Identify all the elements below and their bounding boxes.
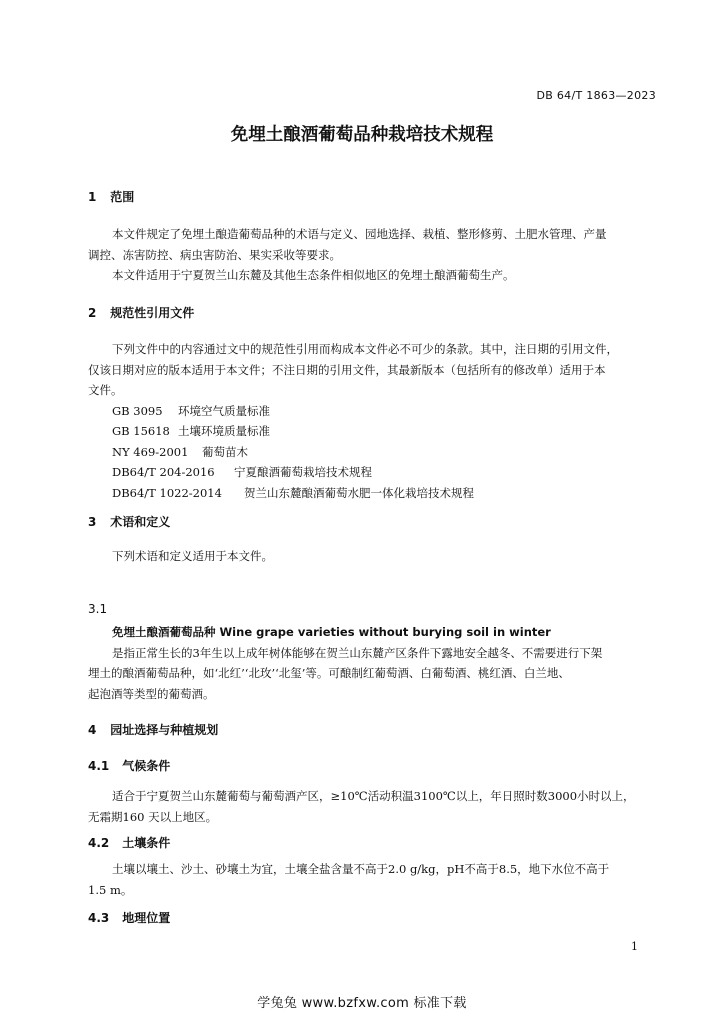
section-2-body — [88, 339, 658, 503]
paragraph-line: 土壤以壤土、沙土、砂壤土为宜，土壤全盐含量不高于2.0 g/kg，pH不高于8.5，地下水位不高于 — [112, 862, 610, 876]
paragraph-line: 埋土的酿酒葡萄品种，如‘北红’‘北玫’‘北玺’等。可酿制红葡萄酒、白葡萄酒、桃红酒、白兰地、 — [88, 666, 570, 680]
reference-item — [88, 483, 658, 504]
standard-code: DB 64/T 1863—2023 — [536, 89, 656, 102]
section-title: 术语和定义 — [110, 515, 171, 529]
paragraph-line: 下列文件中的内容通过文中的规范性引用而构成本文件必不可少的条款。其中，注日期的引用文件， — [112, 342, 618, 356]
reference-name: 土壤环境质量标准 — [178, 424, 270, 438]
section-4-3-heading — [88, 909, 170, 926]
paragraph-line: 无霜期160 天以上地区。 — [88, 809, 218, 824]
section-4-heading — [88, 721, 218, 738]
page-number: 1 — [631, 940, 638, 953]
paragraph-line: 仅该日期对应的版本适用于本文件；不注日期的引用文件，其最新版本（包括所有的修改单）适用于本 — [88, 362, 606, 377]
reference-code: GB 15618 — [112, 424, 170, 438]
reference-code: NY 469-2001 — [112, 444, 189, 459]
section-number: 4.3 — [88, 911, 110, 925]
footer-watermark: 学兔兔 www.bzfxw.com 标准下载 — [257, 996, 467, 1011]
reference-code: DB64/T 204-2016 — [112, 465, 215, 479]
paragraph-line: 本文件适用于宁夏贺兰山东麓及其他生态条件相似地区的免埋土酿酒葡萄生产。 — [112, 268, 515, 282]
reference-item — [88, 421, 658, 442]
reference-code: GB 3095 — [112, 403, 163, 418]
reference-name: 葡萄苗木 — [202, 444, 248, 459]
section-number: 3 — [88, 515, 97, 529]
section-4-2-heading — [88, 834, 170, 851]
section-4-2-body — [88, 859, 658, 900]
reference-item — [88, 401, 658, 422]
section-number: 1 — [88, 190, 97, 204]
reference-name: 宁夏酿酒葡萄栽培技术规程 — [234, 465, 372, 479]
reference-name: 贺兰山东麓酿酒葡萄水肥一体化栽培技术规程 — [244, 485, 474, 500]
section-1-heading — [88, 188, 134, 205]
term-name: 免埋土酿酒葡萄品种 Wine grape varieties without burying soil in winter — [112, 625, 551, 639]
section-number: 4.2 — [88, 836, 110, 850]
section-1-body — [88, 224, 658, 286]
section-3-body — [88, 546, 658, 567]
reference-name: 环境空气质量标准 — [178, 403, 270, 418]
section-title: 地理位置 — [122, 911, 171, 925]
section-3-heading — [88, 513, 170, 530]
reference-item — [88, 462, 658, 483]
paragraph-line: 调控、冻害防控、病虫害防治、果实采收等要求。 — [88, 247, 341, 262]
section-4-1-body — [88, 786, 658, 827]
section-title: 规范性引用文件 — [110, 306, 195, 320]
section-title: 气候条件 — [122, 759, 171, 773]
section-4-1-heading — [88, 757, 170, 774]
paragraph-line: 1.5 m。 — [88, 882, 133, 897]
paragraph-line: 适合于宁夏贺兰山东麓葡萄与葡萄酒产区，≥10℃活动积温3100℃以上，年日照时数3000小时以上， — [112, 789, 635, 803]
section-2-heading — [88, 304, 194, 321]
reference-code: DB64/T 1022-2014 — [112, 485, 222, 500]
paragraph-line: 本文件规定了免埋土酿造葡萄品种的术语与定义、园地选择、栽植、整形修剪、土肥水管理、产量 — [112, 227, 607, 241]
reference-item — [88, 442, 658, 463]
paragraph-line: 起泡酒等类型的葡萄酒。 — [88, 686, 215, 701]
paragraph-line: 是指正常生长的3年生以上成年树体能够在贺兰山东麓产区条件下露地安全越冬、不需要进行下架 — [112, 645, 603, 660]
section-number: 4.1 — [88, 759, 110, 773]
section-title: 园址选择与种植规划 — [110, 723, 219, 737]
term-3-1-number: 3.1 — [88, 602, 108, 616]
document-title: 免埋土酿酒葡萄品种栽培技术规程 — [230, 125, 494, 145]
section-title: 土壤条件 — [122, 836, 171, 850]
term-3-1-body — [88, 622, 658, 704]
paragraph-line: 下列术语和定义适用于本文件。 — [112, 549, 273, 563]
section-number: 2 — [88, 306, 97, 320]
paragraph-line: 文件。 — [88, 383, 123, 397]
section-title: 范围 — [110, 190, 135, 204]
section-number: 4 — [88, 723, 97, 737]
